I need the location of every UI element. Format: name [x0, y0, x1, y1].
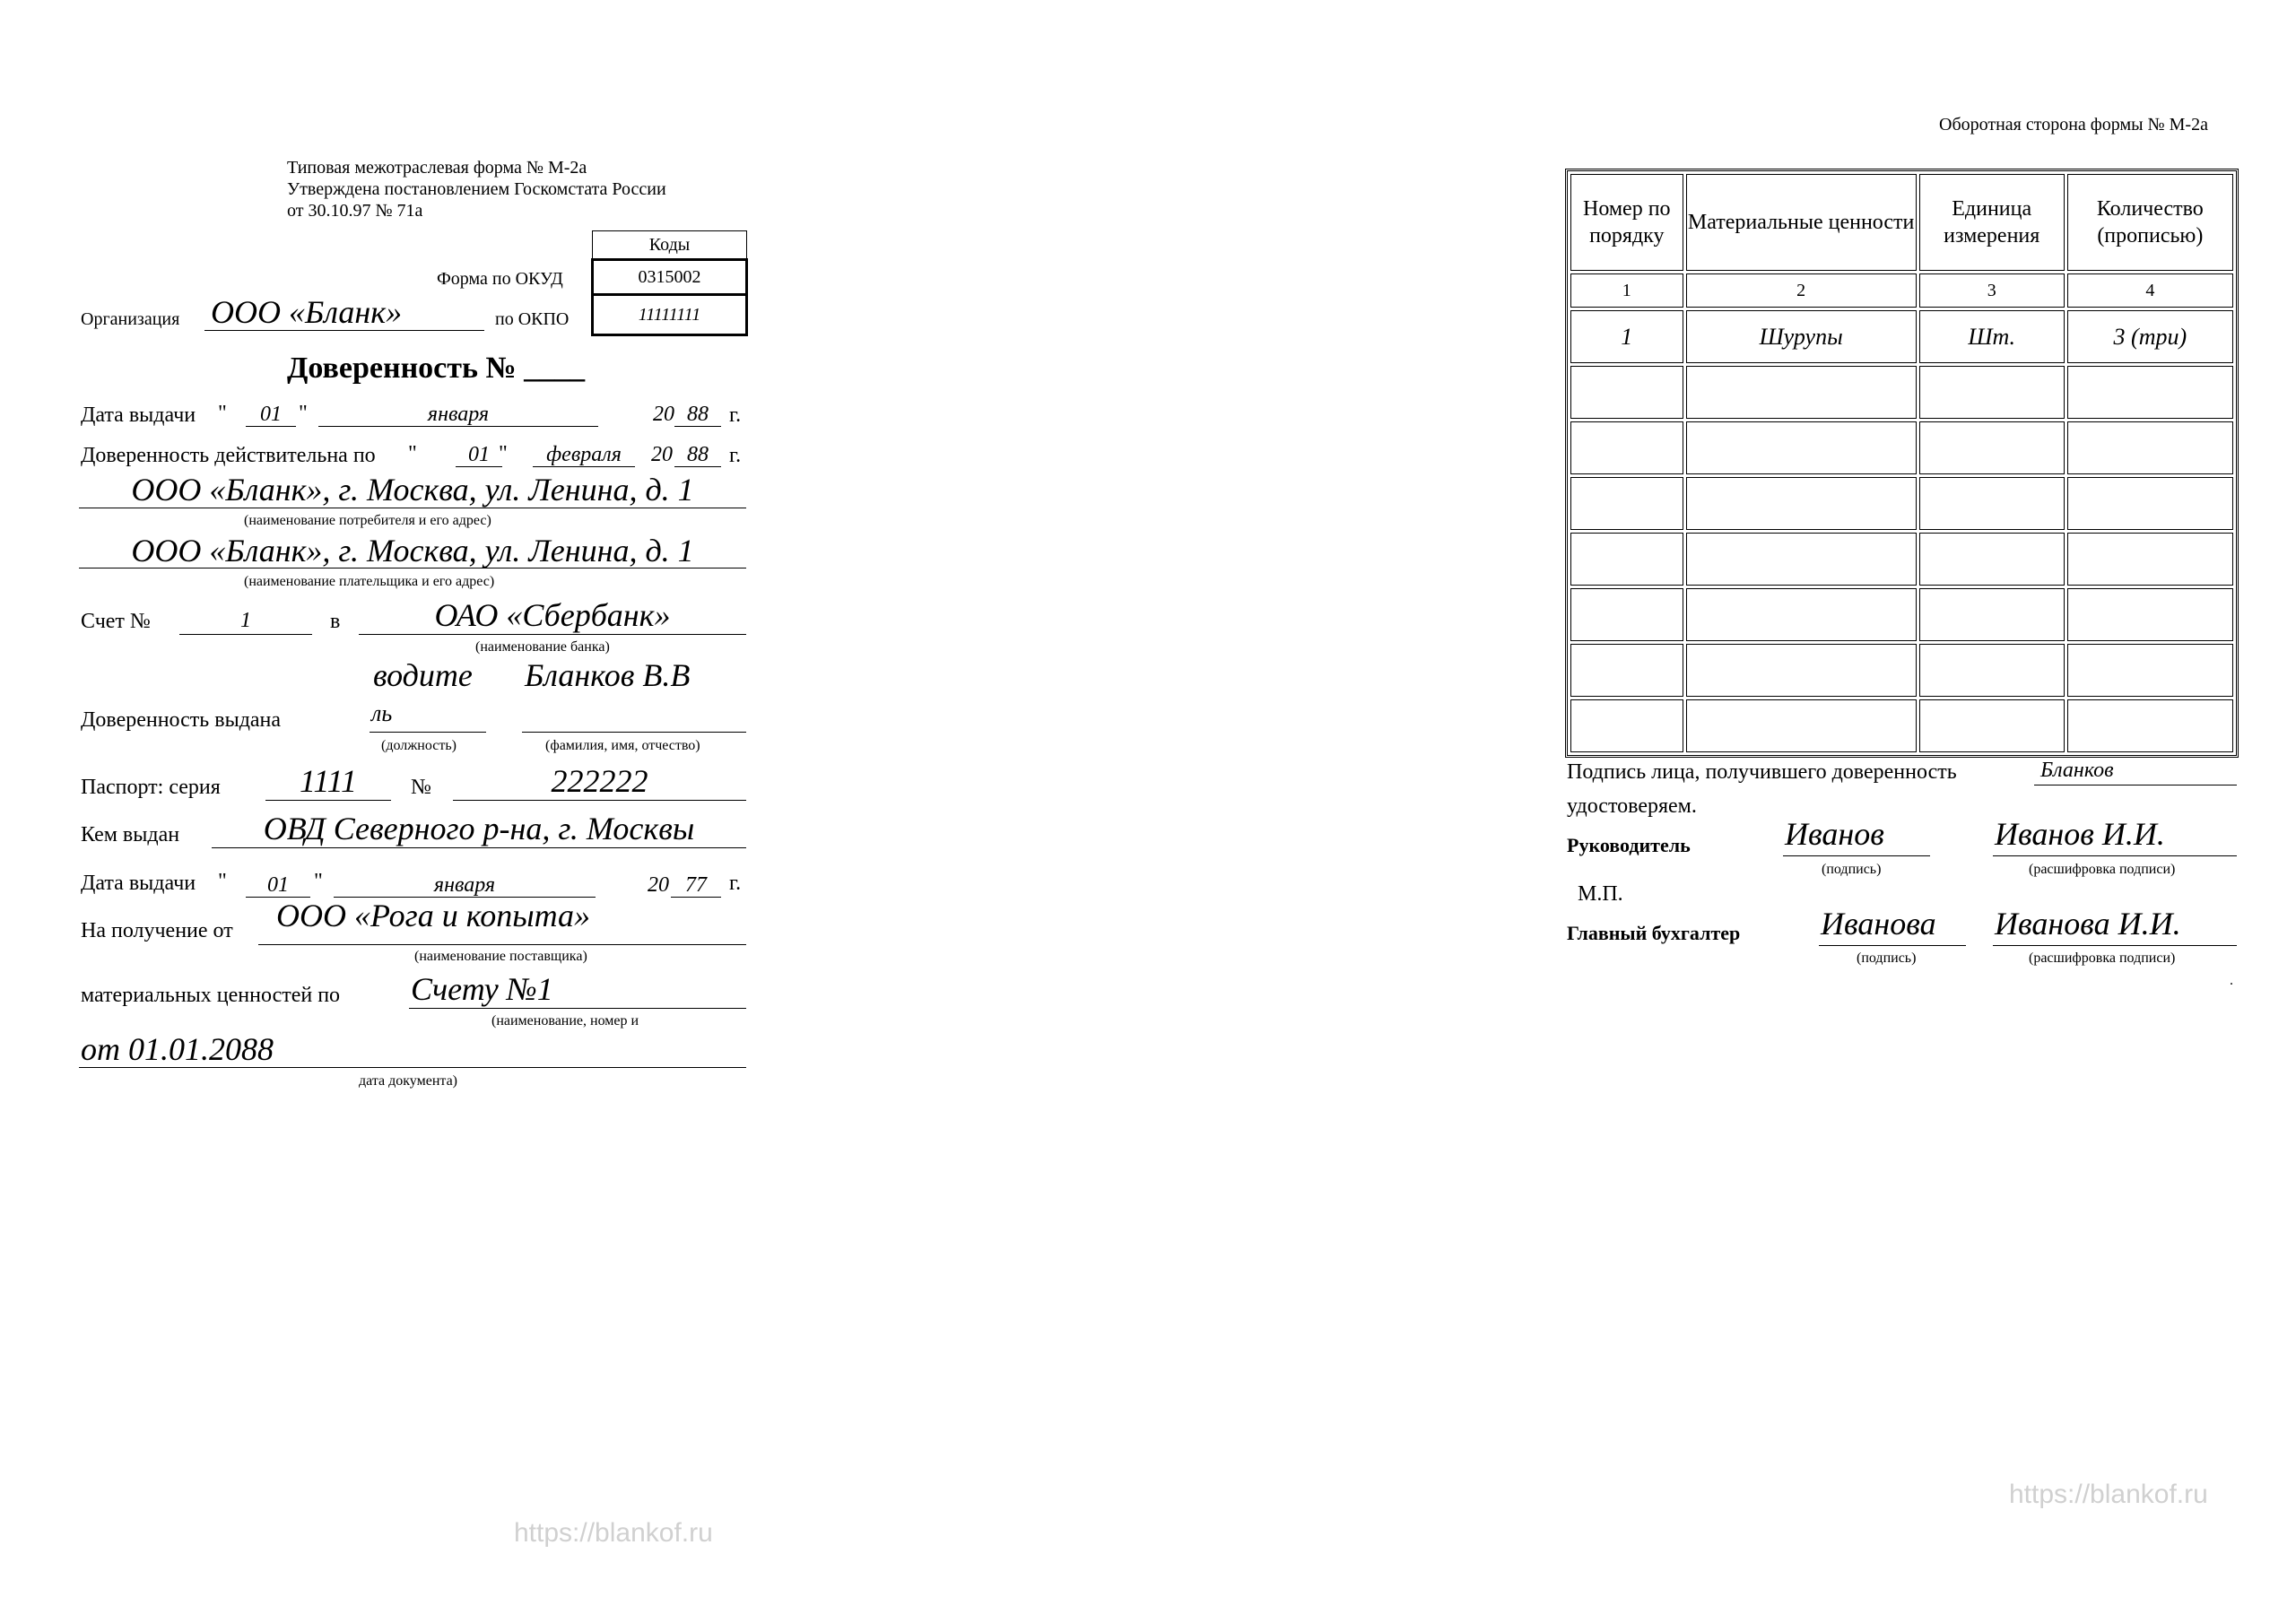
table-row: [1570, 366, 2233, 419]
quote-close: ": [499, 442, 508, 465]
table-cell[interactable]: [2067, 421, 2233, 474]
table-cell[interactable]: Шурупы: [1686, 310, 1917, 363]
issued-by-value[interactable]: ОВД Северного р-на, г. Москвы: [263, 811, 695, 846]
okud-label: Форма по ОКУД: [437, 269, 563, 289]
column-number: 1: [1570, 273, 1683, 308]
quote-close: ": [314, 870, 323, 893]
table-cell[interactable]: Шт.: [1919, 310, 2065, 363]
table-cell[interactable]: [1686, 588, 1917, 641]
table-row: [1570, 699, 2233, 752]
quote-open: ": [408, 442, 417, 465]
table-cell[interactable]: [1919, 533, 2065, 586]
head-signature[interactable]: Иванов: [1785, 816, 1884, 852]
head-name-caption: (расшифровка подписи): [2029, 862, 2176, 877]
passport-year-suffix[interactable]: 77: [685, 873, 707, 897]
table-row: [1570, 533, 2233, 586]
header-number: Номер по порядку: [1570, 174, 1683, 271]
supplier-caption: (наименование поставщика): [414, 949, 587, 964]
table-cell[interactable]: [1919, 421, 2065, 474]
table-row: [1570, 310, 2233, 363]
okpo-label: по ОКПО: [495, 309, 570, 329]
valid-year-prefix: 20: [651, 443, 673, 466]
column-number: 2: [1686, 273, 1917, 308]
table-cell[interactable]: 3 (три): [2067, 310, 2233, 363]
stray-dot: .: [2230, 973, 2233, 988]
recipient-signature-label: Подпись лица, получившего доверенность: [1567, 760, 1957, 784]
table-cell[interactable]: [2067, 533, 2233, 586]
document-title: Доверенность № ____: [287, 352, 586, 385]
back-side-title: Оборотная сторона формы № М-2а: [1939, 115, 2208, 135]
table-cell[interactable]: [1570, 588, 1683, 641]
table-cell[interactable]: [1686, 421, 1917, 474]
stamp-place: М.П.: [1578, 882, 1623, 906]
account-label: Счет №: [81, 610, 151, 633]
issue-year-unit: г.: [729, 404, 742, 427]
supplier-name[interactable]: ООО «Рога и копыта»: [276, 898, 591, 933]
chief-accountant-label: Главный бухгалтер: [1567, 922, 1741, 944]
position-value-line1[interactable]: водите: [373, 657, 473, 693]
table-row: [1570, 477, 2233, 530]
table-cell[interactable]: [1919, 477, 2065, 530]
issue-year-prefix: 20: [653, 403, 674, 426]
codes-box: [591, 230, 748, 336]
materials-document-date[interactable]: от 01.01.2088: [81, 1031, 274, 1067]
passport-label: Паспорт: серия: [81, 776, 221, 799]
position-value-line2[interactable]: ль: [371, 700, 393, 726]
table-cell[interactable]: [1570, 699, 1683, 752]
materials-label: материальных ценностей по: [81, 984, 341, 1007]
issue-date-label: Дата выдачи: [81, 404, 196, 427]
table-cell[interactable]: [2067, 366, 2233, 419]
table-cell[interactable]: [1686, 644, 1917, 697]
table-cell[interactable]: [1570, 644, 1683, 697]
passport-no-label: №: [411, 776, 431, 799]
header-material: Материальные ценности: [1686, 174, 1917, 271]
materials-document[interactable]: Счету №1: [411, 971, 553, 1007]
okud-code[interactable]: 0315002: [593, 260, 747, 295]
valid-year-unit: г.: [729, 444, 742, 467]
consumer-value[interactable]: ООО «Бланк», г. Москва, ул. Ленина, д. 1: [131, 472, 694, 508]
position-caption: (должность): [381, 738, 457, 753]
head-signature-caption: (подпись): [1822, 862, 1882, 877]
issue-month[interactable]: января: [427, 403, 490, 426]
chief-accountant-name[interactable]: Иванова И.И.: [1995, 906, 2181, 942]
table-cell[interactable]: [1686, 366, 1917, 419]
issued-to-label: Доверенность выдана: [81, 708, 282, 732]
materials-table: [1565, 169, 2239, 758]
head-label: Руководитель: [1567, 834, 1691, 856]
table-cell[interactable]: [1570, 366, 1683, 419]
table-header-row: [1570, 174, 2233, 271]
watermark-left[interactable]: https://blankof.ru: [514, 1518, 713, 1548]
form-date-line: от 30.10.97 № 71а: [287, 201, 423, 221]
table-cell[interactable]: [1686, 533, 1917, 586]
form-type-line: Типовая межотраслевая форма № М-2а: [287, 158, 587, 178]
valid-day[interactable]: 01: [468, 443, 490, 466]
form-approval-line: Утверждена постановлением Госкомстата России: [287, 179, 666, 199]
account-in-label: в: [330, 610, 341, 633]
name-caption: (фамилия, имя, отчество): [545, 738, 700, 753]
passport-month[interactable]: января: [433, 873, 496, 897]
quote-open: ": [218, 870, 227, 893]
payer-value[interactable]: ООО «Бланк», г. Москва, ул. Ленина, д. 1: [131, 533, 694, 568]
valid-month[interactable]: февраля: [546, 443, 622, 466]
table-cell[interactable]: [1919, 699, 2065, 752]
table-row: [1570, 588, 2233, 641]
passport-series[interactable]: 1111: [300, 763, 357, 799]
person-name[interactable]: Бланков В.В: [525, 657, 691, 693]
table-cell[interactable]: [1919, 644, 2065, 697]
header-quantity: Количество (прописью): [2067, 174, 2233, 271]
chief-accountant-name-caption: (расшифровка подписи): [2029, 950, 2176, 966]
organization-value[interactable]: ООО «Бланк»: [211, 294, 403, 330]
bank-name[interactable]: ОАО «Сбербанк»: [434, 597, 671, 633]
receive-from-label: На получение от: [81, 919, 233, 942]
table-cell[interactable]: [1570, 477, 1683, 530]
table-cell[interactable]: [1686, 699, 1917, 752]
passport-day[interactable]: 01: [267, 873, 289, 897]
table-cell[interactable]: [1686, 477, 1917, 530]
payer-caption: (наименование плательщика и его адрес): [244, 574, 495, 589]
organization-label: Организация: [81, 309, 180, 329]
recipient-signature[interactable]: Бланков: [2040, 759, 2114, 782]
table-cell[interactable]: [2067, 477, 2233, 530]
issue-year-suffix[interactable]: 88: [687, 403, 709, 426]
passport-year-prefix: 20: [648, 873, 669, 897]
chief-accountant-signature[interactable]: Иванова: [1821, 906, 1936, 942]
table-cell[interactable]: 1: [1570, 310, 1683, 363]
header-unit: Единица измерения: [1919, 174, 2065, 271]
table-cell[interactable]: [2067, 644, 2233, 697]
materials-date-caption: дата документа): [359, 1073, 457, 1089]
table-row: [1570, 421, 2233, 474]
table-cell[interactable]: [2067, 588, 2233, 641]
table-row: [1570, 644, 2233, 697]
table-cell[interactable]: [1919, 588, 2065, 641]
bank-caption: (наименование банка): [475, 639, 610, 655]
passport-year-unit: г.: [729, 872, 742, 895]
table-cell[interactable]: [1919, 366, 2065, 419]
chief-accountant-signature-caption: (подпись): [1857, 950, 1917, 966]
codes-label: Коды: [593, 231, 747, 260]
account-number[interactable]: 1: [240, 609, 251, 632]
table-cell[interactable]: [1570, 421, 1683, 474]
materials-caption: (наименование, номер и: [491, 1013, 639, 1028]
issued-by-label: Кем выдан: [81, 823, 180, 846]
watermark-right[interactable]: https://blankof.ru: [2009, 1480, 2208, 1509]
valid-year-suffix[interactable]: 88: [687, 443, 709, 466]
passport-number[interactable]: 222222: [551, 763, 648, 799]
consumer-caption: (наименование потребителя и его адрес): [244, 513, 491, 528]
quote-open: ": [218, 402, 227, 425]
table-number-row: [1570, 273, 2233, 308]
head-name[interactable]: Иванов И.И.: [1995, 816, 2165, 852]
quote-close: ": [299, 402, 308, 425]
column-number: 4: [2067, 273, 2233, 308]
passport-date-label: Дата выдачи: [81, 872, 196, 895]
column-number: 3: [1919, 273, 2065, 308]
okpo-code[interactable]: 11111111: [593, 295, 747, 335]
certify-text: удостоверяем.: [1567, 794, 1697, 818]
table-cell[interactable]: [1570, 533, 1683, 586]
valid-label: Доверенность действительна по: [81, 444, 376, 467]
issue-day[interactable]: 01: [260, 403, 282, 426]
table-cell[interactable]: [2067, 699, 2233, 752]
